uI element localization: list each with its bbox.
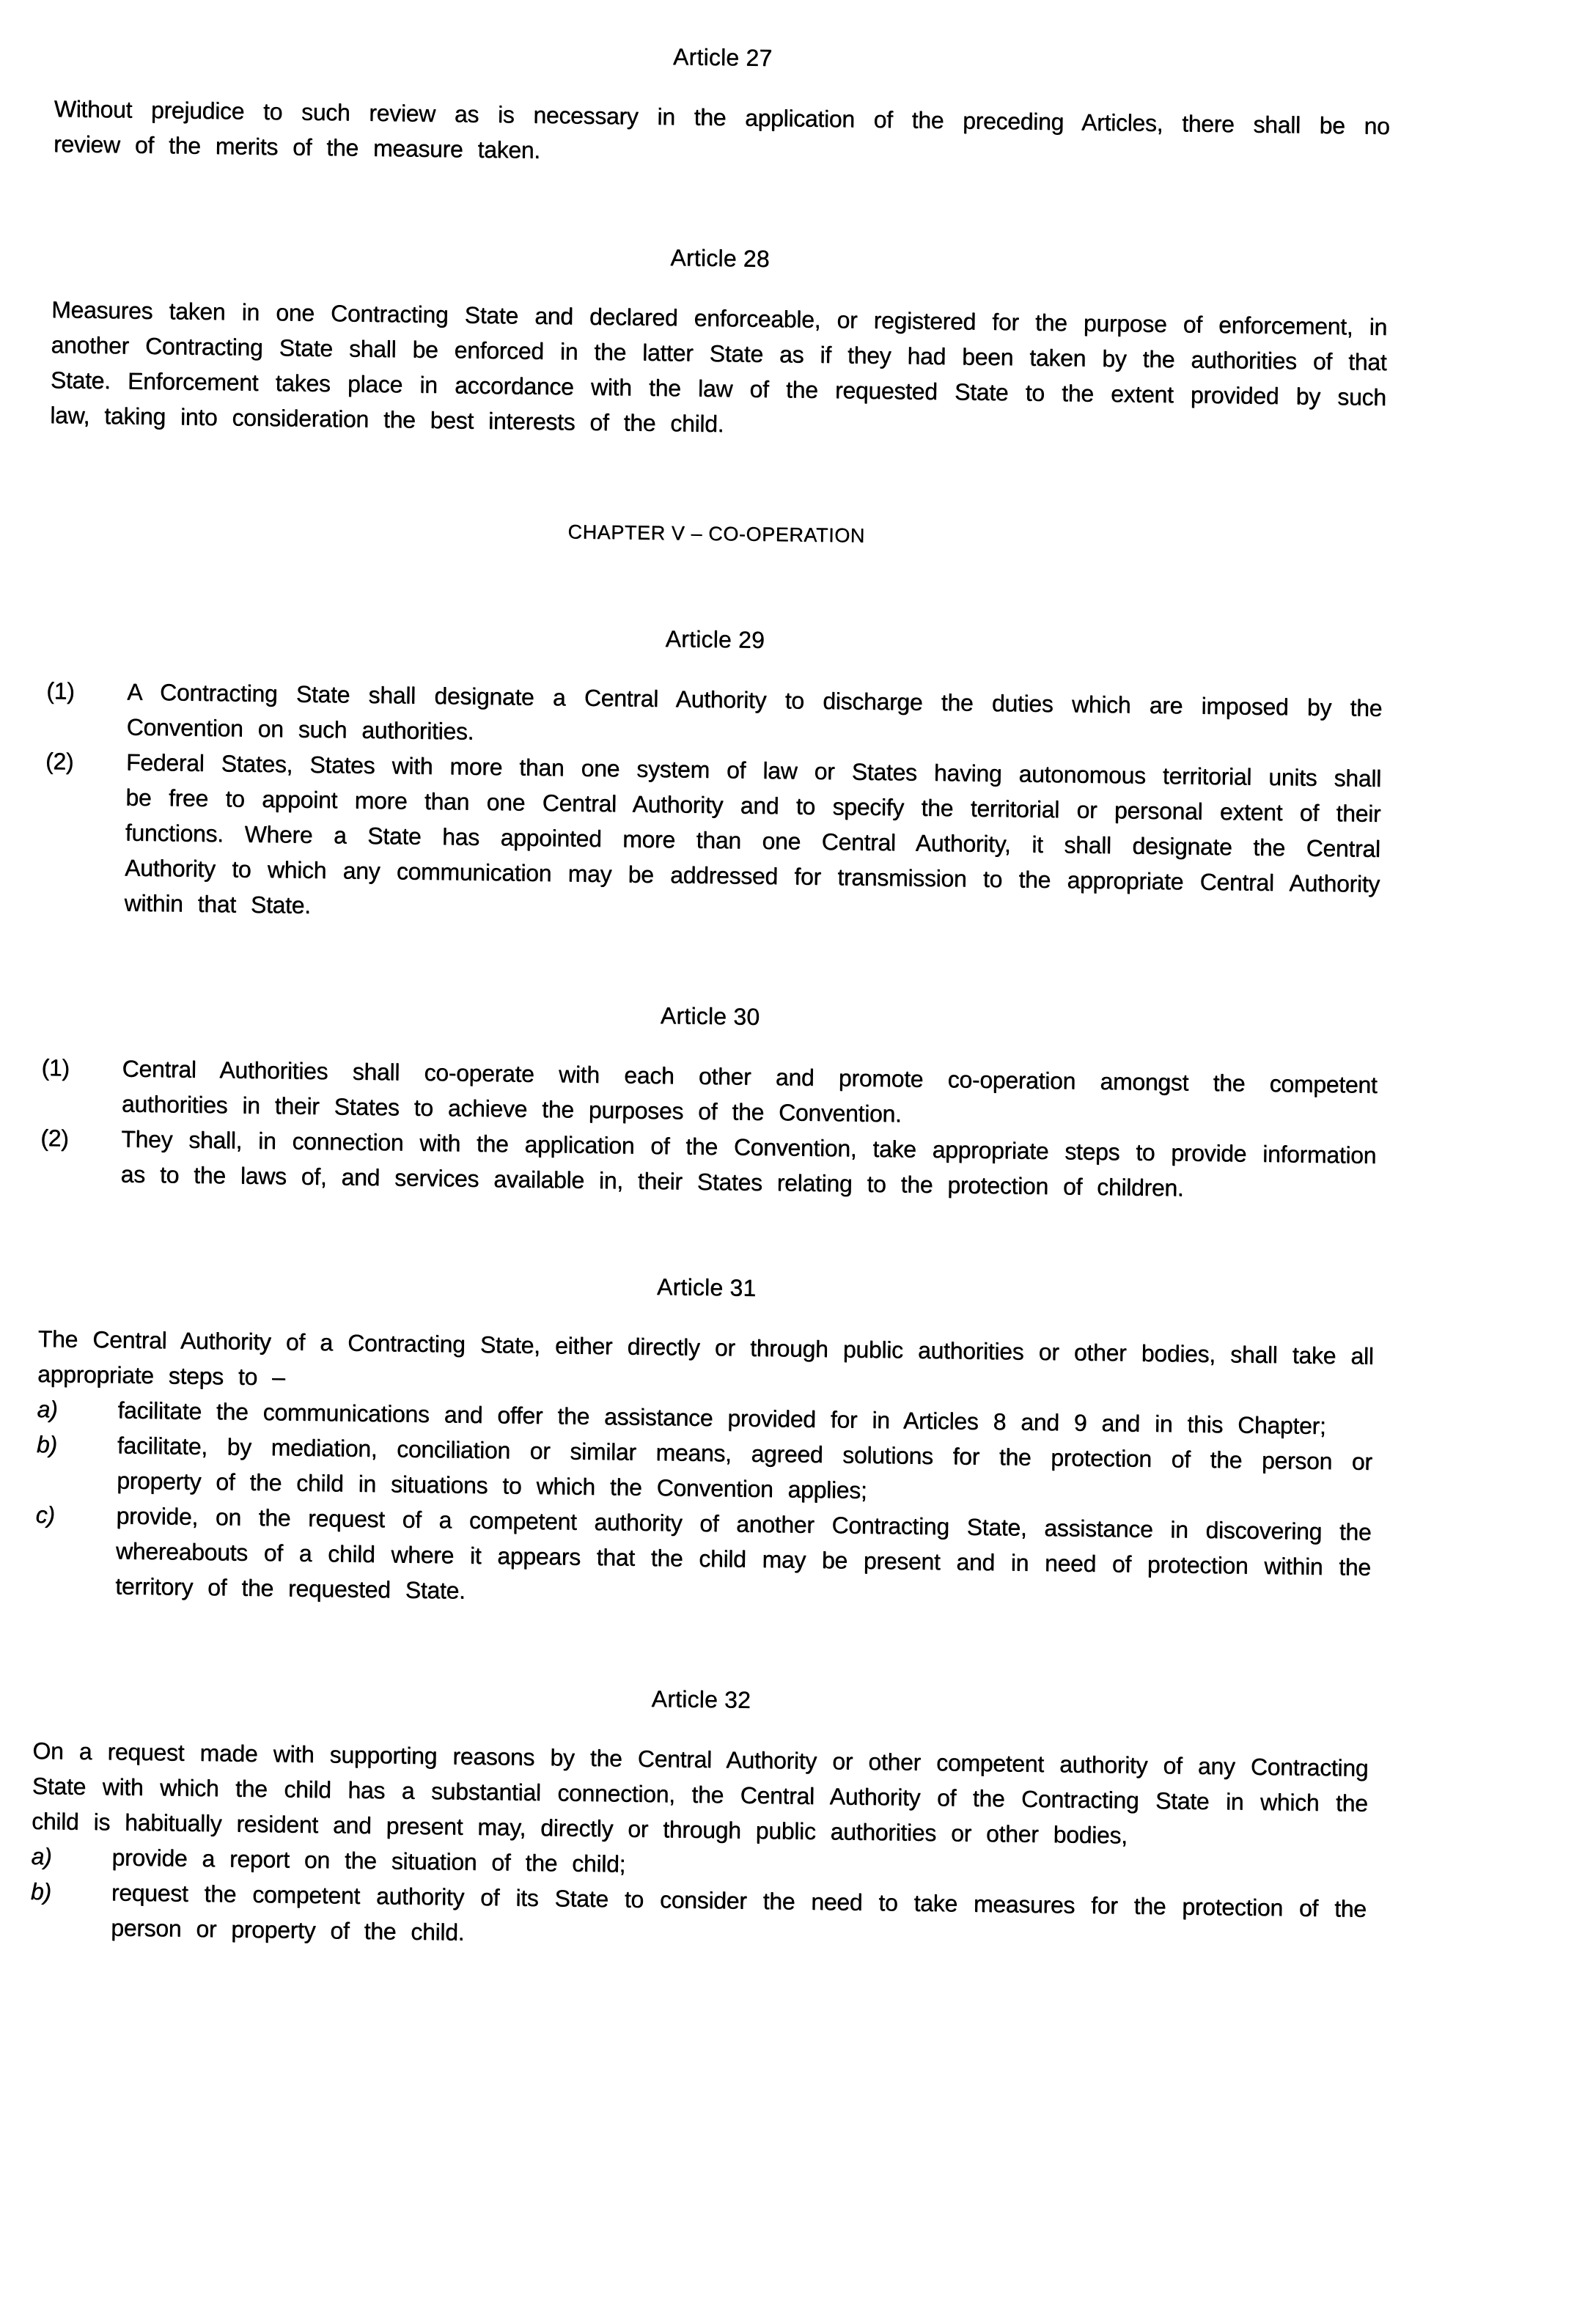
item-marker: (2) — [45, 748, 74, 775]
list-item-numbered — [43, 743, 1381, 937]
article-heading — [52, 232, 1388, 284]
item-text: request the competent authority of its State to consider the need to take measures for the protection of the person or property of the child. — [110, 1879, 1367, 1946]
article-heading — [54, 31, 1390, 84]
paragraph — [50, 292, 1387, 450]
document-content — [30, 31, 1391, 1962]
item-marker: a) — [37, 1395, 58, 1423]
list-item-lettered — [34, 1497, 1372, 1620]
item-marker: (2) — [40, 1124, 69, 1152]
paragraph — [32, 1733, 1369, 1856]
article-heading-text: Article 30 — [660, 1002, 760, 1030]
item-marker: (1) — [46, 677, 75, 705]
article-heading-text: Article 29 — [665, 625, 765, 653]
article-heading — [38, 1261, 1374, 1314]
item-text: provide a report on the situation of the child; — [111, 1844, 626, 1877]
article-heading-text: Article 27 — [672, 43, 773, 71]
item-marker: (1) — [41, 1053, 70, 1081]
article-heading — [47, 613, 1383, 666]
chapter-heading — [48, 507, 1384, 560]
item-text: A Contracting State shall designate a Central Authority to discharge the duties which are imposed by the Convention on such authorities. — [126, 678, 1383, 745]
item-text: facilitate, by mediation, conciliation or similar means, agreed solutions for the protection of the person or property of the child in situations to which the Convention applies; — [116, 1432, 1372, 1504]
article-heading — [33, 1673, 1369, 1726]
item-text: Federal States, States with more than one system of law or States having autonomous territorial units shall be free to appoint more than one Central Authority and to specify the territorial or personal extent of their functions. Where a State has appointed more than one Central Authority, it shall designate the Central Authority to which any communication may be addressed for transmission to the appropriate Central Authority within that State. — [124, 748, 1382, 919]
paragraph — [54, 91, 1390, 179]
article-heading-text: Article 28 — [670, 244, 771, 272]
item-marker: a) — [31, 1842, 52, 1870]
paragraph-text: The Central Authority of a Contracting State, either directly or through public authorities or other bodies, shall take all appropriate steps to – — [37, 1325, 1374, 1391]
item-text: facilitate the communications and offer the assistance provided for in Articles 8 and 9 and in this Chapter; — [117, 1397, 1326, 1439]
item-text: They shall, in connection with the application of the Convention, take appropriate steps to provide information as to the laws of, and services available in, their States relating to the protection of children. — [120, 1125, 1377, 1202]
article-heading-text: Article 31 — [656, 1273, 757, 1301]
item-marker: b) — [30, 1877, 51, 1905]
paragraph-text: Measures taken in one Contracting State and declared enforceable, or registered for the purpose of enforcement, in another Contracting State shall be enforced in the latter State as if they had been taken by the authorities of that State. Enforcement takes place in accordance with the law of the requested State to the extent provided by such law, taking into consideration the best interests of the child. — [49, 296, 1388, 438]
item-marker: b) — [36, 1430, 57, 1458]
item-text: Central Authorities shall co-operate with each other and promote co-operation amongst the competent authorities in their States to achieve the purposes of the Convention. — [121, 1055, 1378, 1128]
chapter-heading-text: CHAPTER V – CO-OPERATION — [567, 521, 866, 547]
article-heading — [42, 990, 1378, 1042]
article-heading-text: Article 32 — [651, 1685, 751, 1713]
paragraph-text: Without prejudice to such review as is necessary in the application of the preceding Articles, there shall be no review of the merits of the measure taken. — [53, 95, 1390, 163]
item-marker: c) — [35, 1501, 55, 1529]
paragraph-text: On a request made with supporting reasons by the Central Authority or other competent authority of any Contracting State with which the child has a substantial connection, the Central Authority of the Contracting State in which the child is habitually resident and present may, directly or through public authorities or other bodies, — [31, 1737, 1369, 1849]
item-text: provide, on the request of a competent authority of another Contracting State, assistance in discovering the whereabouts of a child where it appears that the child may be present and in need of protection within the territory of the requested State. — [115, 1502, 1372, 1604]
